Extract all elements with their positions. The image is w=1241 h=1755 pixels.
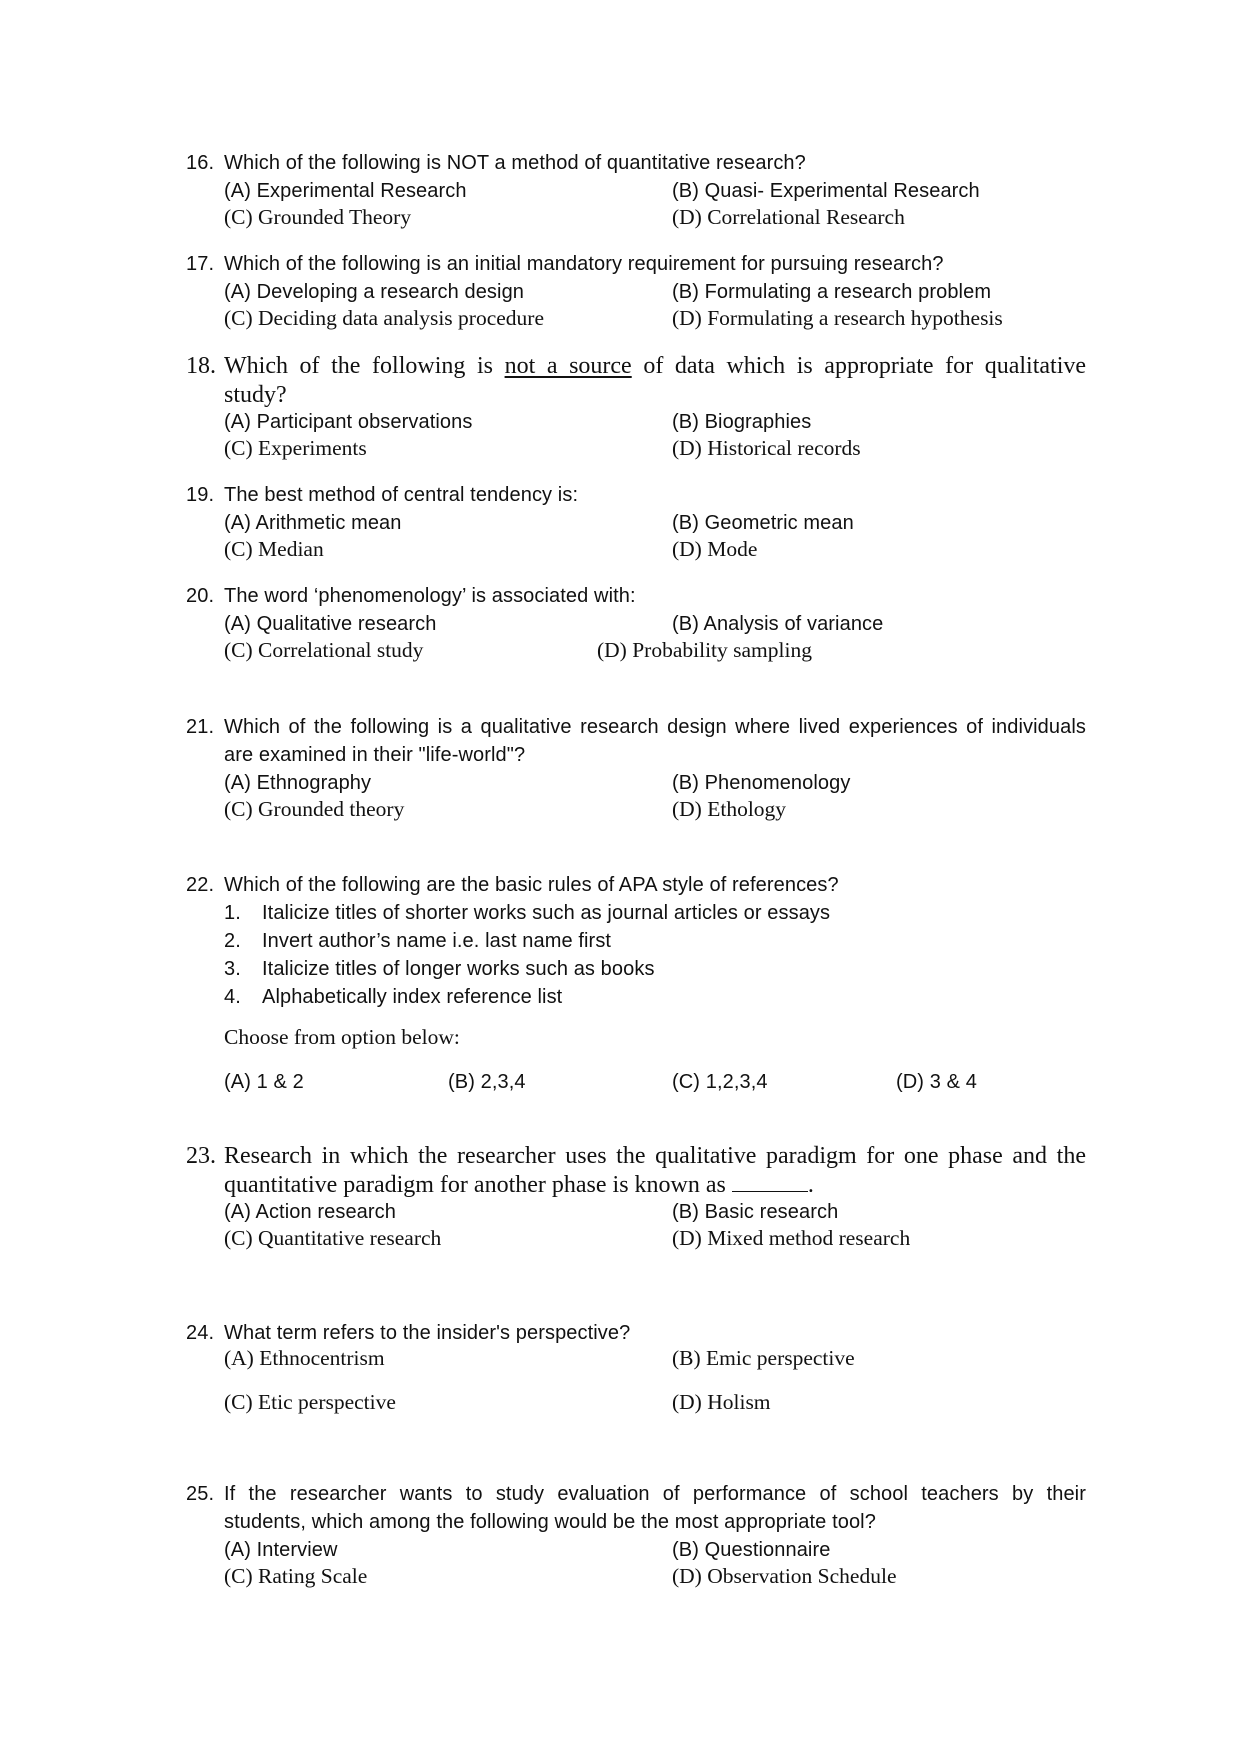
list-item-number: 1. — [224, 902, 241, 924]
option-a: (A) 1 & 2 — [224, 1071, 304, 1093]
option-a: (A) Qualitative research — [224, 613, 437, 635]
option-a: (A) Ethnocentrism — [224, 1346, 385, 1370]
question-stem-line-2: are examined in their "life-world"? — [224, 744, 526, 766]
stem-part: Which of the following is — [224, 353, 493, 379]
option-a: (A) Participant observations — [224, 411, 473, 433]
option-b: (B) Questionnaire — [672, 1539, 831, 1561]
option-d: (D) 3 & 4 — [896, 1071, 977, 1093]
question-number: 22. — [186, 874, 215, 896]
question-stem: Which of the following are the basic rules of APA style of references? — [224, 874, 839, 896]
list-item: Italicize titles of shorter works such as journal articles or essays — [262, 902, 831, 924]
option-d: (D) Observation Schedule — [672, 1564, 897, 1588]
question-number: 25. — [186, 1483, 215, 1505]
option-c: (C) Correlational study — [224, 638, 424, 662]
question-21 — [186, 714, 1086, 824]
option-a: (A) Action research — [224, 1201, 396, 1223]
question-stem: Which of the following is an initial mandatory requirement for pursuing research? — [224, 253, 944, 275]
question-stem: The best method of central tendency is: — [224, 484, 579, 506]
option-b: (B) 2,3,4 — [448, 1071, 526, 1093]
stem-end: . — [807, 1172, 814, 1198]
option-d: (D) Formulating a research hypothesis — [672, 306, 1003, 330]
question-number: 21. — [186, 716, 215, 738]
option-c: (C) Etic perspective — [224, 1390, 396, 1414]
option-b: (B) Geometric mean — [672, 512, 854, 534]
option-d: (D) Ethology — [672, 797, 787, 821]
option-b: (B) Formulating a research problem — [672, 281, 992, 303]
question-number: 18. — [186, 353, 216, 379]
question-stem: Research in which the researcher uses the qualitative paradigm for one phase and the — [224, 1143, 1086, 1169]
list-item: Alphabetically index reference list — [262, 986, 563, 1008]
option-c: (C) Median — [224, 537, 324, 561]
option-a: (A) Experimental Research — [224, 180, 467, 202]
underlined-phrase: not a source — [504, 353, 632, 379]
list-item-number: 3. — [224, 958, 241, 980]
question-stem-line-2: study? — [224, 382, 287, 408]
question-20 — [186, 583, 1086, 663]
question-stem: What term refers to the insider's perspective? — [224, 1322, 631, 1344]
option-b: (B) Quasi- Experimental Research — [672, 180, 980, 202]
option-c: (C) Experiments — [224, 436, 367, 460]
option-c: (C) Quantitative research — [224, 1226, 442, 1250]
question-25 — [186, 1481, 1086, 1596]
option-d: (D) Mixed method research — [672, 1226, 911, 1250]
option-d: (D) Historical records — [672, 436, 861, 460]
option-a: (A) Interview — [224, 1539, 338, 1561]
question-17 — [186, 251, 1086, 331]
question-22 — [186, 872, 1086, 1102]
question-24 — [186, 1320, 1086, 1420]
list-item-number: 4. — [224, 986, 241, 1008]
question-number: 17. — [186, 253, 215, 275]
option-d: (D) Probability sampling — [597, 638, 812, 662]
question-19 — [186, 482, 1086, 562]
question-stem: If the researcher wants to study evaluation of performance of school teachers by their — [224, 1483, 1086, 1505]
question-16 — [186, 150, 1086, 230]
option-b: (B) Basic research — [672, 1201, 839, 1223]
question-stem: The word ‘phenomenology’ is associated with: — [224, 585, 636, 607]
answer-blank — [732, 1173, 808, 1192]
option-a: (A) Arithmetic mean — [224, 512, 402, 534]
list-item: Italicize titles of longer works such as books — [262, 958, 655, 980]
question-number: 20. — [186, 585, 215, 607]
question-stem — [224, 354, 1086, 378]
option-c: (C) Deciding data analysis procedure — [224, 306, 544, 330]
instruction: Choose from option below: — [224, 1025, 460, 1049]
option-b: (B) Emic perspective — [672, 1346, 855, 1370]
option-c: (C) Grounded theory — [224, 797, 405, 821]
list-item: Invert author’s name i.e. last name first — [262, 930, 612, 952]
question-stem-line-2 — [224, 1173, 814, 1197]
question-23 — [186, 1142, 1086, 1257]
option-d: (D) Correlational Research — [672, 205, 905, 229]
question-18 — [186, 352, 1086, 467]
option-d: (D) Mode — [672, 537, 758, 561]
question-stem: Which of the following is NOT a method of quantitative research? — [224, 152, 806, 174]
option-d: (D) Holism — [672, 1390, 771, 1414]
option-a: (A) Ethnography — [224, 772, 372, 794]
option-c: (C) Grounded Theory — [224, 205, 412, 229]
option-b: (B) Biographies — [672, 411, 812, 433]
list-item-number: 2. — [224, 930, 241, 952]
option-c: (C) 1,2,3,4 — [672, 1071, 768, 1093]
option-c: (C) Rating Scale — [224, 1564, 368, 1588]
stem-part: quantitative paradigm for another phase is known as — [224, 1172, 726, 1198]
question-number: 24. — [186, 1322, 215, 1344]
question-number: 19. — [186, 484, 215, 506]
question-stem: Which of the following is a qualitative research design where lived experiences of individuals — [224, 716, 1086, 738]
question-stem-line-2: students, which among the following would be the most appropriate tool? — [224, 1511, 876, 1533]
option-a: (A) Developing a research design — [224, 281, 525, 303]
option-b: (B) Analysis of variance — [672, 613, 884, 635]
question-number: 16. — [186, 152, 215, 174]
question-number: 23. — [186, 1143, 216, 1169]
stem-part: of data which is appropriate for qualitative — [643, 353, 1087, 379]
option-b: (B) Phenomenology — [672, 772, 851, 794]
